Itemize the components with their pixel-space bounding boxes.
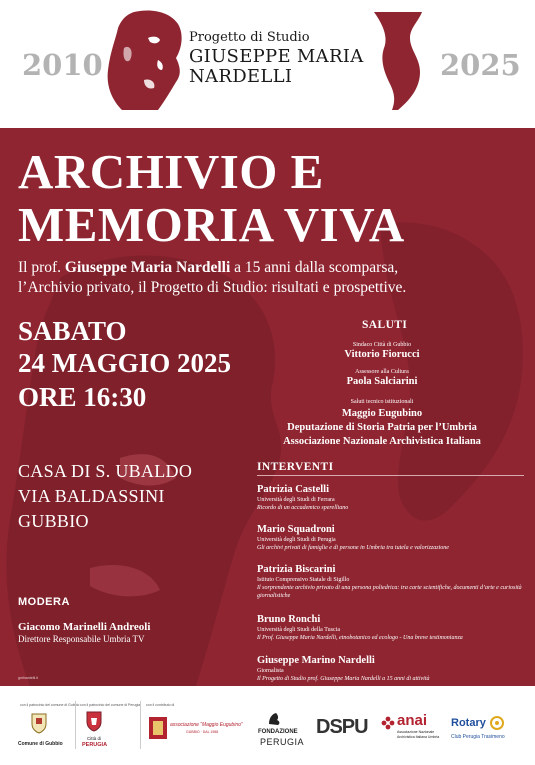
interventi-heading: INTERVENTI bbox=[257, 461, 334, 473]
project-name-line1: GIUSEPPE MARIA bbox=[189, 46, 364, 67]
project-name-line2: NARDELLI bbox=[189, 66, 293, 87]
event-day: SABATO bbox=[18, 316, 127, 346]
rotary-logo-text: Rotary bbox=[451, 717, 486, 729]
year-start: 2010 bbox=[22, 48, 103, 82]
gubbio-crest-icon bbox=[30, 712, 48, 734]
maggio-eugubino-crest-icon bbox=[148, 716, 168, 740]
event-title-line2: MEMORIA VIVA bbox=[18, 197, 405, 252]
perugia-logo-text-b: PERUGIA bbox=[82, 742, 108, 748]
saluti-org-anai: Associazione Nazionale Archivistica Italiana bbox=[283, 436, 481, 447]
speaker-affiliation: Giornalista bbox=[257, 668, 284, 674]
fondazione-logo-text-b: PERUGIA bbox=[260, 737, 305, 747]
gubbio-logo-text: Comune di Gubbio bbox=[18, 741, 63, 747]
event-subtitle bbox=[18, 258, 528, 298]
contribution-label: con il contributo di bbox=[146, 703, 175, 707]
project-label: Progetto di Studio bbox=[189, 30, 310, 45]
saluti-org-maggio: Maggio Eugubino bbox=[341, 408, 423, 419]
speaker-name: Giuseppe Marino Nardelli bbox=[257, 655, 375, 666]
fondazione-perugia-griffin-icon bbox=[266, 710, 282, 726]
vase-silhouette-logo bbox=[370, 8, 426, 112]
patronage-label-perugia: con il patrocinio del comune di Perugia bbox=[80, 703, 141, 707]
anai-flower-icon bbox=[381, 716, 395, 730]
event-time: ORE 16:30 bbox=[18, 382, 147, 412]
moderator-heading: MODERA bbox=[18, 596, 70, 608]
speaker-talk: Gli archivi privati di famiglie e di persone in Umbria tra tutela e valorizzazione bbox=[257, 545, 449, 551]
speaker-talk: Il Progetto di Studio prof. Giuseppe Maria Nardelli a 15 anni di attività bbox=[257, 676, 430, 682]
footer-divider bbox=[140, 701, 141, 749]
saluti-name-assessore: Paola Salciarini bbox=[346, 376, 418, 387]
patronage-label-gubbio: con il patrocinio del comune di Gubbio bbox=[20, 703, 80, 707]
speaker-name: Patrizia Castelli bbox=[257, 484, 330, 495]
speaker-affiliation: Università degli Studi della Tuscia bbox=[257, 627, 340, 633]
saluti-role-technical: Saluti tecnico istituzionali bbox=[350, 399, 414, 405]
venue-street: VIA BALDASSINI bbox=[18, 486, 165, 506]
subtitle-part-a: Il prof. bbox=[18, 259, 65, 276]
speaker-affiliation: Università degli Studi di Ferrara bbox=[257, 497, 335, 503]
subtitle-name: Giuseppe Maria Nardelli bbox=[64, 259, 231, 276]
speaker-name: Mario Squadroni bbox=[257, 524, 335, 535]
event-date: 24 MAGGIO 2025 bbox=[18, 348, 231, 378]
perugia-crest-icon bbox=[85, 710, 103, 732]
venue-city: GUBBIO bbox=[18, 511, 89, 531]
saluti-org-deputazione: Deputazione di Storia Patria per l’Umbria bbox=[287, 422, 477, 433]
saluti-role-assessore: Assessore alla Cultura bbox=[355, 369, 409, 375]
website-url[interactable]: gmfnardelli.it bbox=[18, 676, 38, 680]
interventi-divider bbox=[257, 475, 524, 476]
speaker-talk: Il sorprendente archivio privato di una persona poliedrica: tra carte scientifiche, documenti d’arte e curiosità giornalistiche bbox=[257, 585, 522, 599]
moderator-role: Direttore Responsabile Umbria TV bbox=[18, 634, 145, 644]
footer-divider bbox=[75, 701, 76, 749]
rotary-logo-subtext: Club Perugia Trasimeno bbox=[451, 734, 505, 740]
moderator-name: Giacomo Marinelli Andreoli bbox=[18, 621, 151, 633]
dspu-logo: DSPU bbox=[316, 716, 368, 738]
event-title-line1: ARCHIVIO E bbox=[18, 144, 324, 199]
poster-header bbox=[0, 0, 535, 128]
speaker-name: Bruno Ronchi bbox=[257, 614, 321, 625]
speaker-talk: Il Prof. Giuseppe Maria Nardelli, etnobotanico ed ecologo - Una breve testimonianza bbox=[257, 635, 463, 641]
venue-name: CASA DI S. UBALDO bbox=[18, 461, 193, 481]
saluti-role-mayor: Sindaco Città di Gubbio bbox=[352, 342, 412, 348]
saluti-name-mayor: Vittorio Fiorucci bbox=[344, 349, 420, 360]
anai-logo-text: anai bbox=[397, 712, 428, 729]
subtitle-line2: l’Archivio privato, il Progetto di Studio: risultati e prospettive. bbox=[18, 279, 407, 296]
anai-logo-subtext: Associazione Nazionale Archivistica Italiana Umbria bbox=[397, 730, 440, 739]
saluti-heading: SALUTI bbox=[362, 319, 408, 331]
portrait-silhouette-logo bbox=[104, 8, 186, 112]
fondazione-logo-text-a: FONDAZIONE bbox=[258, 729, 298, 735]
maggio-logo-text-b: GUBBIO · DAL 1958 bbox=[186, 730, 219, 734]
rotary-wheel-icon bbox=[490, 716, 504, 730]
speaker-affiliation: Università degli Studi di Perugia bbox=[257, 537, 336, 543]
subtitle-part-b: a 15 anni dalla scomparsa, bbox=[230, 259, 399, 276]
perugia-logo-text-a: Città di bbox=[87, 736, 102, 741]
year-end: 2025 bbox=[440, 48, 521, 82]
speaker-talk: Ricordo di un accademico sperelliano bbox=[257, 505, 349, 511]
speaker-name: Patrizia Biscarini bbox=[257, 564, 336, 575]
maggio-logo-text-a: associazione “Maggio Eugubino” bbox=[170, 722, 243, 728]
speaker-affiliation: Istituto Comprensivo Statale di Sigillo bbox=[257, 577, 350, 583]
